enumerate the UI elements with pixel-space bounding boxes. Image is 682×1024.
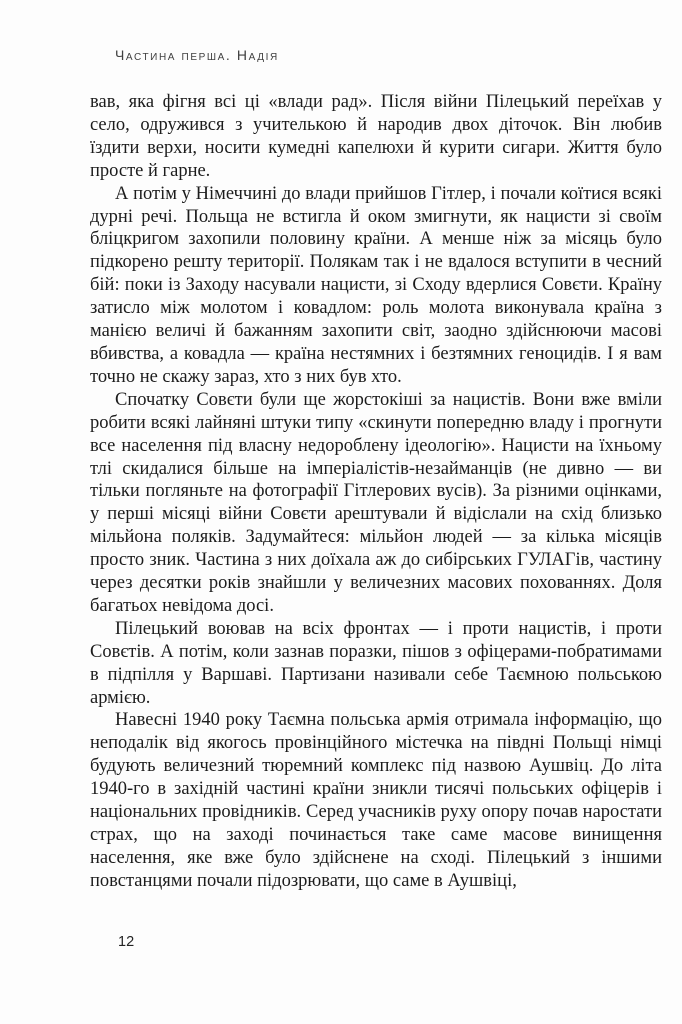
running-header: Частина перша. Надія [115,47,279,63]
paragraph: Пілецький воював на всіх фронтах — і проти нацистів, і проти Совєтів. А потім, коли зазнав поразки, пішов з офіцерами-побратимами в підпілля у Варшаві. Партизани називали себе Таємною польською армією. [90,618,662,708]
page-number: 12 [118,934,135,950]
page-body-text [90,91,662,893]
paragraph: Спочатку Совєти були ще жорстокіші за нацистів. Вони вже вміли робити всякі лайняні штуки типу «скинути попередню владу і прогнути все населення під власну недороблену ідеологію». Нацисти на їхньому тлі скидалися більше на імперіалістів-незайманців (не дивно — ви тільки погляньте на фотографії Гітлерових вусів). За різними оцінками, у перші місяці війни Совєти арештували й відіслали на схід близько мільйона поляків. Задумайтеся: мільйон людей — за кілька місяців просто зник. Частина з них доїхала аж до сибірських ГУЛАГів, частину через десятки років знайшли у величезних масових похованнях. Доля багатьох невідома досі. [90,389,662,616]
paragraph: Навесні 1940 року Таємна польська армія отримала інформацію, що неподалік від якогось провінційного містечка на півдні Польщі німці будують величезний тюремний комплекс під назвою Аушвіц. До літа 1940-го в західній частині країни зникли тисячі польських офіцерів і національних провідників. Серед учасників руху опору почав наростати страх, що на заході починається таке саме масове винищення населення, яке вже було здійснене на сході. Пілецький з іншими повстанцями почали підозрювати, що саме в Аушвіці, [90,710,662,891]
paragraph: вав, яка фігня всі ці «влади рад». Після війни Пілецький переїхав у село, одружився з учителькою й народив двох діточок. Він любив їздити верхи, носити кумедні капелюхи й курити сигари. Життя було просте й гарне. [90,92,662,181]
paragraph: А потім у Німеччині до влади прийшов Гітлер, і почали коїтися всякі дурні речі. Польща не встигла й оком змигнути, як нацисти зі своїм бліцкригом захопили половину країни. А менше ніж за місяць було підкорено решту території. Полякам так і не вдалося вступити в чесний бій: поки із Заходу насували нацисти, зі Сходу вдерлися Совєти. Країну затисло між молотом і ковадлом: роль молота виконувала країна з манією величі й бажанням захопити світ, заодно здійснюючи масові вбивства, а ковадла — країна нестямних і безтямних геноцидів. І я вам точно не скажу зараз, хто з них був хто. [90,183,662,387]
